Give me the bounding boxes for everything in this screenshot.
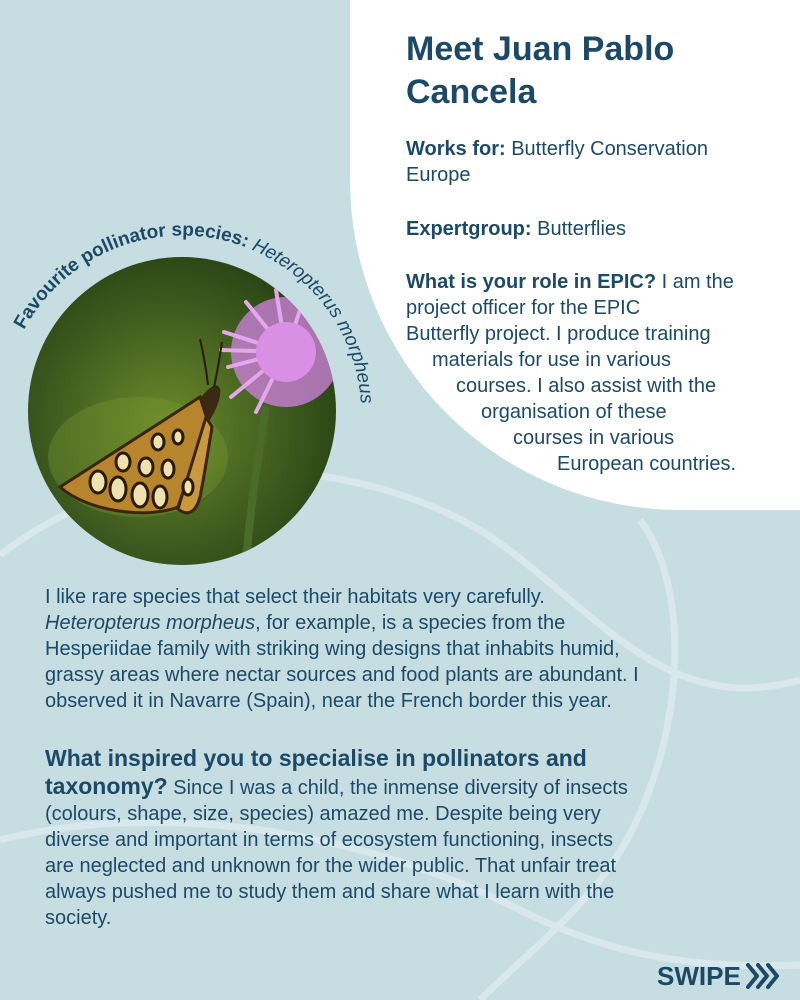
answer: Since I was a child, the inmense diversity of insects	[173, 777, 628, 799]
works-for: Works for: Butterfly Conservation Europe	[406, 138, 708, 186]
inspiration-qa: What inspired you to specialise in pollinators and taxonomy? Since I was a child, the inmense diversity of insects (colours, shape, size, species) amazed me. Despite being very diverse and important in terms of ecosystem functioning, insects are neglected and unknown for the wider public. That unfair treat always pushed me to study them and share what I learn with the society.	[45, 745, 628, 929]
post-card: Meet Juan Pablo Cancela Works for: Butterfly Conservation Europe Expertgroup: Butterflies What is your role in EPIC? I am the project officer for the EPIC Butterfly project. I produce training materials for use in various courses. I also assist with the organisation of these courses in various European countries. Favourite pollinator species: Heteropterus morpheus I like rare species that select their habitats very carefully. Heteropterus morpheus, for example, is a species from the Hesperiidae family with striking wing designs that inhabits humid, grassy areas where nectar sources and food plants are abundant. I observed it in Navarre (Spain), near the French border this year. What inspired you to specialise in pollinators and taxonomy? Since I was a child, the inmense diversity of insects (colours, shape, size, species) amazed me. Despite being very diverse and important in terms of ecosystem functioning, insects are neglected and unknown for the wider public. That unfair treat always pushed me to study them and share what I learn with the society. SWIPE	[0, 0, 800, 1000]
swipe-label: SWIPE	[657, 960, 741, 991]
svg-text:Favourite pollinator species:: Favourite pollinator species: Heteropterus morpheus	[10, 219, 378, 405]
page-title: Meet Juan Pablo Cancela	[406, 30, 675, 111]
species-description: I like rare species that select their habitats very carefully. Heteropterus morpheus, for example, is a species from the Hesperiidae family with striking wing designs that inhabits humid, grassy areas where nectar sources and food plants are abundant. I observed it in Navarre (Spain), near the French border this year.	[45, 586, 639, 712]
triple-chevron-right-icon	[745, 962, 779, 990]
expertgroup: Expertgroup: Butterflies	[406, 218, 627, 240]
question: What inspired you to specialise in pollinators and	[45, 745, 587, 771]
swipe-button[interactable]	[657, 956, 779, 996]
